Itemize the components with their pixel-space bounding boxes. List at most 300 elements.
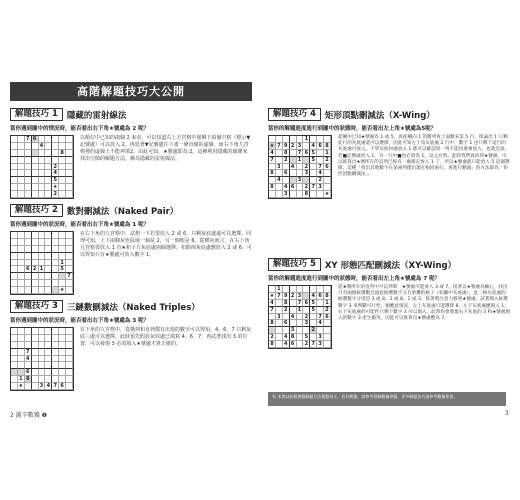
- sudoku-cell: [276, 191, 283, 198]
- technique-text: 在下角的九宮格中，從橫列和直列都有出現的數字可以得知，4、6、7 只剩灰底三處可以選擇，此時預先假設灰底處已填寫 4、6、7，再試著找出 3 的位置，可以發現 3 必須填入★號處才算正確的。: [80, 327, 252, 347]
- sudoku-cell: [66, 356, 73, 363]
- sudoku-cell: [297, 327, 304, 334]
- sudoku-cell: [59, 157, 66, 164]
- sudoku-cell: [11, 342, 18, 349]
- sudoku-cell: [310, 314, 317, 321]
- sudoku-cell: [297, 314, 304, 321]
- sudoku-cell: [303, 307, 310, 314]
- sudoku-cell: [32, 170, 39, 177]
- sudoku-cell: [269, 136, 276, 143]
- sudoku-cell: 2: [324, 157, 331, 164]
- sudoku-cell: [324, 170, 331, 177]
- sudoku-cell: 8: [269, 320, 276, 327]
- sudoku-cell: [25, 260, 32, 267]
- sudoku-cell: [32, 356, 39, 363]
- sudoku-cell: [18, 246, 25, 253]
- sudoku-cell: 9: [283, 293, 290, 300]
- sudoku-cell: [45, 143, 52, 150]
- sudoku-cell: 4: [52, 170, 59, 177]
- technique-text: 以顏位中已知的兩個 2 來看，可以知道右上方宮格中僅剩下兩個空格（標示▼記號處）可以放入 2。再延著▼記號處往下畫一條直線的虛線，而右下角九宮格裡的虛線上不能再填2，由此可知，★號處即為 2。這種利用隱藏的線條來找出空隙的解題方法，稱為隱藏的雷射線法。: [80, 135, 251, 162]
- sudoku-cell: 7: [276, 143, 283, 150]
- sudoku-cell: [11, 266, 18, 273]
- sudoku-cell: 2: [283, 307, 290, 314]
- sudoku-cell: [317, 191, 324, 198]
- sudoku-cell: [317, 286, 324, 293]
- sudoku-cell: [32, 287, 39, 294]
- sudoku-cell: [11, 184, 18, 191]
- sudoku-cell: [52, 157, 59, 164]
- technique-title: 數對刪減法（Naked Pair）: [66, 206, 179, 217]
- sudoku-cell: [11, 369, 18, 376]
- sudoku-cell: [25, 239, 32, 246]
- sudoku-cell: [59, 376, 66, 383]
- sudoku-cell: [45, 164, 52, 171]
- technique-2: [10, 204, 252, 295]
- sudoku-cell: 3: [276, 164, 283, 171]
- sudoku-cell: [32, 150, 39, 157]
- sudoku-cell: [45, 136, 52, 143]
- sudoku-cell: [276, 307, 283, 314]
- technique-question: 當你遇到圖中的狀況時，能否看出右下角★號處為 3 呢？: [10, 318, 150, 324]
- sudoku-cell: [32, 376, 39, 383]
- technique-question: 當你的解題進度進行到圖中的狀態時，能否看出左上角★號處為 7 呢？: [268, 276, 441, 282]
- sudoku-cell: [25, 246, 32, 253]
- sudoku-cell: [52, 266, 59, 273]
- technique-1: [10, 108, 252, 199]
- sudoku-cell: [317, 300, 324, 307]
- sudoku-cell: [39, 164, 46, 171]
- sudoku-cell: [18, 150, 25, 157]
- sudoku-cell: [25, 157, 32, 164]
- sudoku-cell: 2: [303, 184, 310, 191]
- sudoku-grid-3: [10, 327, 74, 391]
- sudoku-cell: [66, 280, 73, 287]
- sudoku-cell: 5: [310, 150, 317, 157]
- sudoku-cell: [276, 157, 283, 164]
- sudoku-cell: [32, 191, 39, 198]
- sudoku-cell: 5: [310, 307, 317, 314]
- sudoku-cell: [32, 280, 39, 287]
- sudoku-cell: [18, 191, 25, 198]
- sudoku-cell: [25, 184, 32, 191]
- sudoku-cell: 5: [303, 334, 310, 341]
- sudoku-cell: [276, 327, 283, 334]
- sudoku-cell: 7: [276, 293, 283, 300]
- sudoku-cell: [18, 266, 25, 273]
- sudoku-cell: 4: [290, 164, 297, 171]
- sudoku-cell: [39, 280, 46, 287]
- sudoku-cell: 4: [317, 320, 324, 327]
- sudoku-cell: [290, 286, 297, 293]
- sudoku-cell: [18, 356, 25, 363]
- sudoku-cell: [45, 253, 52, 260]
- sudoku-cell: [59, 273, 66, 280]
- sudoku-cell: [283, 327, 290, 334]
- sudoku-cell: [32, 342, 39, 349]
- sudoku-cell: 6: [283, 170, 290, 177]
- sudoku-cell: [25, 253, 32, 260]
- sudoku-cell: [66, 136, 73, 143]
- sudoku-cell: [66, 287, 73, 294]
- sudoku-cell: [269, 286, 276, 293]
- sudoku-cell: [18, 260, 25, 267]
- sudoku-cell: [59, 191, 66, 198]
- sudoku-cell: [45, 342, 52, 349]
- sudoku-cell: [18, 170, 25, 177]
- technique-text: 從★號所在的直列中可以列舉，★號處可能放入 3 或 7。接著以★號處為軸心，找出只有兩個候選數且彼此候選數字又有重疊的格子（如圖中灰底處）。此三格灰底處的候選數字分別是 3 或 8、1 或 8、1 或 3。接著將注意力移到★號處，試著填入候選數字 3 來判斷可行性，順應此情況，左上灰底處只能選擇 8，左下灰底處應填入 1，右下灰底處的可能性只剩下數字 3 可以填入，此時你會發現右下灰底的 3 和★號處填入的數字 3 產生衝突，因此可以推算出★號處應為 7。: [338, 285, 510, 322]
- sudoku-cell: [59, 356, 66, 363]
- sudoku-cell: [310, 177, 317, 184]
- sudoku-cell: [52, 342, 59, 349]
- sudoku-cell: [45, 246, 52, 253]
- sudoku-cell: 3: [297, 143, 304, 150]
- sudoku-cell: [59, 239, 66, 246]
- sudoku-cell: [45, 266, 52, 273]
- sudoku-cell: [11, 260, 18, 267]
- sudoku-cell: [52, 328, 59, 335]
- sudoku-cell: [25, 191, 32, 198]
- sudoku-cell: [39, 170, 46, 177]
- sudoku-cell: [66, 328, 73, 335]
- sudoku-cell: [18, 136, 25, 143]
- sudoku-cell: [59, 362, 66, 369]
- sudoku-cell: [11, 335, 18, 342]
- sudoku-cell: [66, 191, 73, 198]
- sudoku-cell: [45, 356, 52, 363]
- sudoku-cell: [11, 150, 18, 157]
- sudoku-cell: [39, 157, 46, 164]
- technique-title: XY 形態匹配刪減法（XY-Wing）: [324, 260, 457, 271]
- sudoku-cell: 2: [283, 157, 290, 164]
- sudoku-cell: [11, 253, 18, 260]
- sudoku-cell: [59, 335, 66, 342]
- sudoku-cell: [52, 335, 59, 342]
- sudoku-cell: ★: [324, 191, 330, 198]
- sudoku-cell: [11, 280, 18, 287]
- sudoku-cell: [39, 335, 46, 342]
- sudoku-cell: [32, 157, 39, 164]
- sudoku-cell: [32, 164, 39, 171]
- sudoku-cell: [11, 164, 18, 171]
- sudoku-cell: [39, 273, 46, 280]
- sudoku-cell: 6: [324, 314, 331, 321]
- sudoku-cell: [297, 136, 304, 143]
- sudoku-cell: 8: [283, 150, 290, 157]
- sudoku-cell: ★: [18, 383, 24, 390]
- sudoku-cell: 2: [290, 143, 297, 150]
- sudoku-cell: [52, 349, 59, 356]
- right-page: [268, 82, 510, 412]
- sudoku-cell: [25, 164, 32, 171]
- sudoku-cell: [52, 239, 59, 246]
- sudoku-cell: [39, 349, 46, 356]
- sudoku-cell: [45, 239, 52, 246]
- sudoku-cell: 6: [317, 293, 324, 300]
- sudoku-cell: [52, 232, 59, 239]
- sudoku-cell: [11, 246, 18, 253]
- sudoku-cell: [18, 342, 25, 349]
- footnote-box: 有 本書以前製書籍解題方法彙整為主，若有興趣，請參考相關數獨書籍，更多解題技巧請參考數獨專書。: [268, 392, 506, 406]
- sudoku-cell: [25, 170, 32, 177]
- sudoku-cell: 1: [59, 260, 66, 267]
- sudoku-cell: 6: [283, 320, 290, 327]
- sudoku-cell: [32, 239, 39, 246]
- sudoku-cell: [66, 246, 73, 253]
- sudoku-cell: [32, 177, 39, 184]
- sudoku-cell: 5: [52, 177, 59, 184]
- sudoku-cell: 3: [297, 293, 304, 300]
- sudoku-cell: [59, 232, 66, 239]
- sudoku-cell: [324, 341, 331, 348]
- sudoku-cell: 7: [25, 136, 32, 143]
- sudoku-cell: [303, 286, 310, 293]
- sudoku-cell: 7: [310, 184, 317, 191]
- sudoku-cell: [32, 362, 39, 369]
- sudoku-cell: [11, 349, 18, 356]
- sudoku-cell: [39, 342, 46, 349]
- sudoku-cell: [317, 157, 324, 164]
- sudoku-cell: [52, 143, 59, 150]
- sudoku-cell: [269, 177, 276, 184]
- technique-number: 解題技巧 2: [10, 204, 63, 217]
- sudoku-cell: [32, 349, 39, 356]
- technique-text: 從圖中已知★號處為 1 或 5，再從橫向 1 的數列看上面數來第 5 行，推論出 1 只剩此行的灰底處還可以選擇，因此可知左上角灰底處 2 行中，數字 1 也只剩下這行的灰底處可放入。不管灰底何處放入 1 都可以確認同一列不能再重複放入，也就是說，若■記號處放入 1，另一行中■也必須為 1，反之亦然。此時我們再回到★號處，可以推算出★號所在的直列已經有一處確定放入 1 了，所以★號處就只能放入 5 這個選擇。這種「找出其他數字在某兩列僅出現在相同兩行，再進行刪減」的方法即為「矩形頂點刪減法」。: [338, 135, 510, 178]
- sudoku-cell: 6: [32, 136, 39, 143]
- left-page: [10, 82, 252, 412]
- sudoku-cell: [18, 280, 25, 287]
- sudoku-cell: [276, 334, 283, 341]
- technique-number: 解題技巧 4: [268, 108, 321, 121]
- sudoku-cell: [18, 157, 25, 164]
- sudoku-cell: [52, 362, 59, 369]
- sudoku-cell: 4: [269, 150, 276, 157]
- technique-title: 矩形頂點刪減法（X-Wing）: [324, 110, 435, 121]
- sudoku-cell: [39, 191, 46, 198]
- sudoku-cell: 4: [39, 143, 46, 150]
- sudoku-cell: 2: [32, 266, 39, 273]
- sudoku-cell: [52, 273, 59, 280]
- sudoku-cell: 7: [310, 341, 317, 348]
- sudoku-cell: 4: [45, 383, 52, 390]
- sudoku-cell: 4: [276, 177, 283, 184]
- sudoku-cell: 2: [303, 341, 310, 348]
- sudoku-cell: [324, 334, 331, 341]
- technique-3: [10, 300, 252, 391]
- sudoku-cell: 4: [310, 143, 317, 150]
- sudoku-cell: [39, 260, 46, 267]
- sudoku-cell: 6: [25, 266, 32, 273]
- sudoku-cell: 7: [66, 273, 73, 280]
- sudoku-cell: 7: [25, 349, 32, 356]
- sudoku-cell: [317, 150, 324, 157]
- sudoku-cell: [32, 273, 39, 280]
- sudoku-cell: [25, 143, 32, 150]
- sudoku-cell: [310, 320, 317, 327]
- sudoku-cell: [59, 143, 66, 150]
- sudoku-cell: 2: [52, 191, 59, 198]
- sudoku-cell: 7: [269, 157, 276, 164]
- sudoku-cell: [45, 376, 52, 383]
- sudoku-cell: 7: [317, 164, 324, 171]
- sudoku-cell: [324, 184, 331, 191]
- sudoku-cell: [52, 136, 59, 143]
- sudoku-cell: [66, 232, 73, 239]
- sudoku-cell: [45, 349, 52, 356]
- sudoku-cell: 3: [297, 177, 304, 184]
- sudoku-cell: [283, 314, 290, 321]
- sudoku-cell: 8: [59, 150, 66, 157]
- sudoku-cell: [11, 287, 18, 294]
- sudoku-cell: [283, 164, 290, 171]
- sudoku-cell: 5: [59, 266, 66, 273]
- sudoku-cell: [45, 260, 52, 267]
- sudoku-cell: [18, 143, 25, 150]
- sudoku-cell: [59, 369, 66, 376]
- sudoku-cell: 6: [324, 164, 331, 171]
- sudoku-cell: [39, 369, 46, 376]
- sudoku-cell: 7: [317, 314, 324, 321]
- sudoku-cell: [45, 232, 52, 239]
- sudoku-cell: [11, 362, 18, 369]
- sudoku-cell: [297, 164, 304, 171]
- sudoku-cell: [11, 170, 18, 177]
- sudoku-cell: 1: [297, 307, 304, 314]
- sudoku-cell: 3: [39, 383, 46, 390]
- sudoku-cell: [290, 300, 297, 307]
- sudoku-cell: 1: [18, 376, 25, 383]
- sudoku-cell: [52, 246, 59, 253]
- sudoku-cell: 2: [290, 293, 297, 300]
- sudoku-cell: [18, 369, 25, 376]
- sudoku-cell: [317, 307, 324, 314]
- sudoku-cell: 8: [269, 170, 276, 177]
- sudoku-cell: [25, 273, 32, 280]
- sudoku-cell: 4: [283, 341, 290, 348]
- sudoku-cell: 2: [317, 177, 324, 184]
- sudoku-cell: [276, 150, 283, 157]
- sudoku-cell: [52, 253, 59, 260]
- sudoku-cell: 4: [269, 300, 276, 307]
- sudoku-cell: [297, 320, 304, 327]
- sudoku-cell: [66, 376, 73, 383]
- sudoku-cell: [11, 191, 18, 198]
- sudoku-cell: 2: [303, 164, 310, 171]
- sudoku-cell: [66, 177, 73, 184]
- technique-text: 在右下角的九宮格中，試想一下若要放入 2 或 6，只剩灰底處還可以選擇。同理可知，上下兩個灰色區域一個是 2，另一個便是 6。從横向而言，在右下角九宮格要放入 1 有★和下方灰底處兩個選擇，扣除掉灰底處應放入 2 或 6，可以得知只有★號處可放入數字 1。: [80, 231, 252, 258]
- sudoku-cell: [290, 191, 297, 198]
- sudoku-cell: 4: [317, 170, 324, 177]
- sudoku-cell: [11, 232, 18, 239]
- sudoku-cell: [297, 191, 304, 198]
- sudoku-cell: [59, 136, 66, 143]
- sudoku-cell: [45, 280, 52, 287]
- sudoku-cell: [297, 184, 304, 191]
- sudoku-cell: [66, 164, 73, 171]
- sudoku-cell: [276, 341, 283, 348]
- sudoku-cell: 4: [283, 334, 290, 341]
- sudoku-cell: [39, 177, 46, 184]
- sudoku-cell: [290, 177, 297, 184]
- sudoku-grid-5: [268, 285, 332, 349]
- sudoku-cell: 6: [25, 369, 32, 376]
- sudoku-cell: [52, 280, 59, 287]
- sudoku-cell: [25, 287, 32, 294]
- sudoku-cell: [11, 157, 18, 164]
- sudoku-cell: [276, 300, 283, 307]
- sudoku-cell: [66, 266, 73, 273]
- sudoku-cell: 2: [310, 327, 317, 334]
- sudoku-cell: [32, 369, 39, 376]
- page-number-right: 3: [505, 410, 509, 417]
- sudoku-cell: [25, 280, 32, 287]
- sudoku-cell: 3: [303, 170, 310, 177]
- sudoku-cell: 7: [269, 307, 276, 314]
- sudoku-cell: [39, 287, 46, 294]
- sudoku-cell: [66, 369, 73, 376]
- sudoku-cell: [66, 342, 73, 349]
- sudoku-cell: [11, 136, 18, 143]
- sudoku-cell: [59, 170, 66, 177]
- sudoku-cell: [45, 150, 52, 157]
- sudoku-cell: 8: [283, 300, 290, 307]
- sudoku-cell: [45, 287, 52, 294]
- sudoku-cell: [269, 191, 276, 198]
- sudoku-cell: 6: [59, 383, 66, 390]
- sudoku-cell: [52, 356, 59, 363]
- sudoku-cell: [324, 320, 331, 327]
- sudoku-cell: [59, 253, 66, 260]
- sudoku-cell: [310, 334, 317, 341]
- sudoku-cell: [59, 349, 66, 356]
- sudoku-cell: [39, 150, 46, 157]
- sudoku-cell: [25, 335, 32, 342]
- sudoku-cell: [18, 164, 25, 171]
- sudoku-cell: [66, 150, 73, 157]
- sudoku-cell: 2: [52, 164, 59, 171]
- sudoku-cell: [39, 246, 46, 253]
- sudoku-cell: [11, 328, 18, 335]
- sudoku-cell: [283, 136, 290, 143]
- sudoku-cell: [297, 286, 304, 293]
- technique-question: 當你遇到圖中的情況時，能否看出右下角★號處為 2 呢？: [10, 126, 150, 132]
- sudoku-cell: [52, 287, 59, 294]
- sudoku-cell: [317, 136, 324, 143]
- sudoku-cell: [269, 327, 276, 334]
- sudoku-cell: [66, 260, 73, 267]
- sudoku-cell: [310, 164, 317, 171]
- sudoku-cell: [66, 157, 73, 164]
- sudoku-cell: [297, 170, 304, 177]
- sudoku-cell: [18, 184, 25, 191]
- sudoku-cell: [66, 383, 73, 390]
- sudoku-cell: [45, 157, 52, 164]
- sudoku-cell: [283, 286, 290, 293]
- sudoku-cell: 1: [39, 266, 46, 273]
- sudoku-cell: [18, 335, 25, 342]
- sudoku-cell: [310, 170, 317, 177]
- sudoku-cell: [18, 273, 25, 280]
- page-title: 高階解題技巧大公開: [10, 82, 252, 101]
- sudoku-cell: 3: [317, 334, 324, 341]
- sudoku-cell: [276, 320, 283, 327]
- sudoku-cell: [39, 232, 46, 239]
- sudoku-cell: 8: [303, 191, 310, 198]
- sudoku-cell: [32, 383, 39, 390]
- sudoku-cell: 8: [269, 341, 276, 348]
- sudoku-cell: 8: [324, 293, 331, 300]
- sudoku-cell: [25, 362, 32, 369]
- sudoku-cell: 6: [290, 184, 297, 191]
